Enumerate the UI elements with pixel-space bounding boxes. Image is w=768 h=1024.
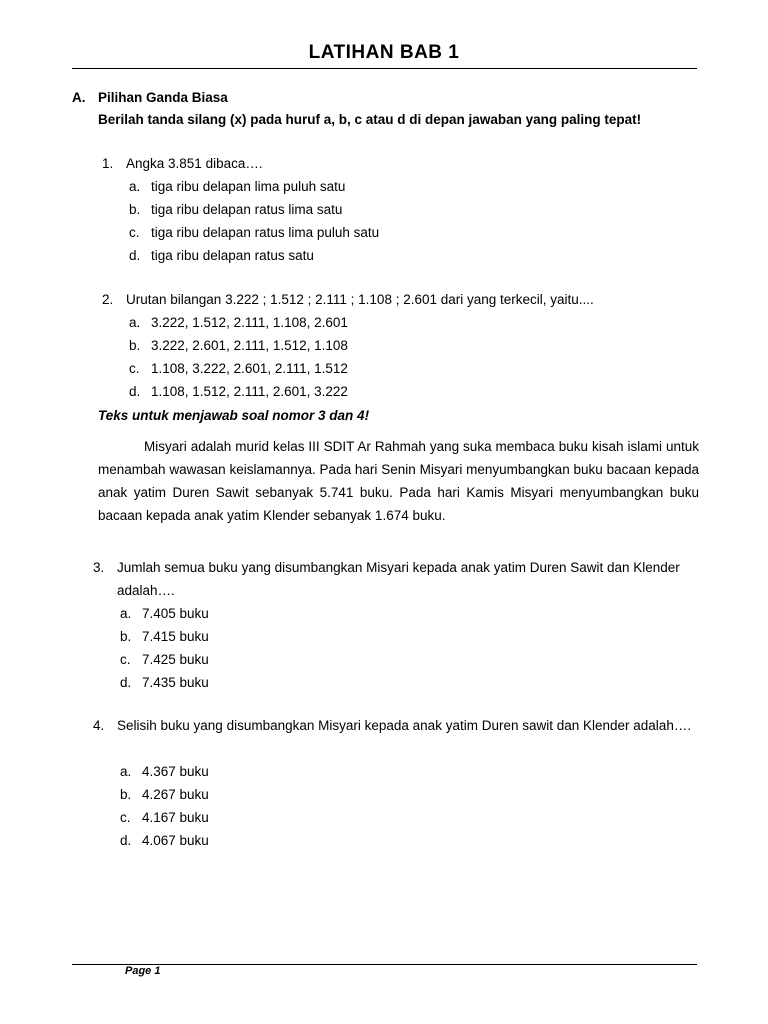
option-b[interactable] — [129, 334, 348, 357]
option-d[interactable] — [129, 244, 379, 267]
option-a[interactable] — [129, 311, 348, 334]
option-d[interactable] — [120, 829, 209, 852]
page-title: LATIHAN BAB 1 — [308, 42, 460, 63]
option-label: c. — [129, 225, 140, 240]
page-number: Page 1 — [125, 965, 161, 977]
header-rule — [72, 68, 697, 69]
question-text: Selisih buku yang disumbangkan Misyari kepada anak yatim Duren sawit dan Klender adalah…. — [117, 718, 692, 733]
option-a[interactable] — [129, 175, 379, 198]
passage-label: Teks untuk menjawab soal nomor 3 dan 4! — [98, 408, 370, 423]
section-letter: A. — [72, 90, 86, 105]
option-b[interactable] — [120, 783, 209, 806]
option-label: d. — [120, 675, 132, 690]
option-b[interactable] — [120, 625, 209, 648]
option-label: a. — [129, 315, 141, 330]
question-3 — [93, 556, 697, 602]
option-label: c. — [120, 810, 131, 825]
option-label: a. — [120, 764, 132, 779]
option-a[interactable] — [120, 760, 209, 783]
option-text: tiga ribu delapan lima puluh satu — [151, 179, 346, 194]
question-number: 2. — [102, 292, 114, 307]
option-c[interactable] — [120, 648, 209, 671]
option-label: d. — [120, 833, 132, 848]
option-label: a. — [129, 179, 141, 194]
option-text: 4.167 buku — [142, 810, 209, 825]
option-label: c. — [120, 652, 131, 667]
option-text: 7.425 buku — [142, 652, 209, 667]
option-label: a. — [120, 606, 132, 621]
option-label: b. — [129, 202, 141, 217]
option-d[interactable] — [129, 380, 348, 403]
option-text: 3.222, 1.512, 2.111, 1.108, 2.601 — [151, 315, 348, 330]
question-text: Jumlah semua buku yang disumbangkan Misyari kepada anak yatim Duren Sawit dan Klender adalah…. — [117, 560, 680, 598]
question-text: Urutan bilangan 3.222 ; 1.512 ; 2.111 ; 1.108 ; 2.601 dari yang terkecil, yaitu.... — [126, 292, 594, 307]
question-4 — [93, 714, 697, 737]
question-4-options — [120, 760, 209, 852]
section-heading — [72, 90, 228, 105]
question-2-options — [129, 311, 348, 403]
option-text: 7.405 buku — [142, 606, 209, 621]
option-b[interactable] — [129, 198, 379, 221]
question-3-options — [120, 602, 209, 694]
option-text: tiga ribu delapan ratus satu — [151, 248, 314, 263]
option-label: b. — [120, 787, 132, 802]
question-number: 3. — [93, 560, 105, 575]
question-number: 4. — [93, 718, 105, 733]
option-label: b. — [129, 338, 141, 353]
option-c[interactable] — [129, 357, 348, 380]
option-label: b. — [120, 629, 132, 644]
option-text: tiga ribu delapan ratus lima puluh satu — [151, 225, 380, 240]
option-text: 1.108, 3.222, 2.601, 2.111, 1.512 — [151, 361, 348, 376]
option-text: 7.415 buku — [142, 629, 209, 644]
option-text: 4.067 buku — [142, 833, 209, 848]
footer-rule — [72, 964, 697, 965]
option-label: d. — [129, 384, 141, 399]
option-d[interactable] — [120, 671, 209, 694]
option-label: d. — [129, 248, 141, 263]
option-text: 7.435 buku — [142, 675, 209, 690]
option-text: 1.108, 1.512, 2.111, 2.601, 3.222 — [151, 384, 348, 399]
section-title: Pilihan Ganda Biasa — [98, 90, 228, 105]
option-c[interactable] — [129, 221, 379, 244]
question-1-options — [129, 175, 379, 267]
question-number: 1. — [102, 156, 114, 171]
option-label: c. — [129, 361, 140, 376]
question-1 — [102, 152, 263, 175]
option-text: 4.267 buku — [142, 787, 209, 802]
option-c[interactable] — [120, 806, 209, 829]
instruction-text: Berilah tanda silang (x) pada huruf a, b, c atau d di depan jawaban yang paling tepat! — [98, 112, 642, 127]
option-a[interactable] — [120, 602, 209, 625]
reading-passage: Misyari adalah murid kelas III SDIT Ar Rahmah yang suka membaca buku kisah islami untuk menambah wawasan keislamannya. Pada hari Senin Misyari menyumbangkan buku bacaan kepada anak yatim Duren Sawit sebanyak 5.741 buku. Pada hari Kamis Misyari menyumbangkan buku bacaan kepada anak yatim Klender sebanyak 1.674 buku. — [98, 439, 699, 523]
option-text: 4.367 buku — [142, 764, 209, 779]
question-2 — [102, 288, 594, 311]
question-text: Angka 3.851 dibaca…. — [126, 156, 263, 171]
option-text: tiga ribu delapan ratus lima satu — [151, 202, 343, 217]
option-text: 3.222, 2.601, 2.111, 1.512, 1.108 — [151, 338, 348, 353]
